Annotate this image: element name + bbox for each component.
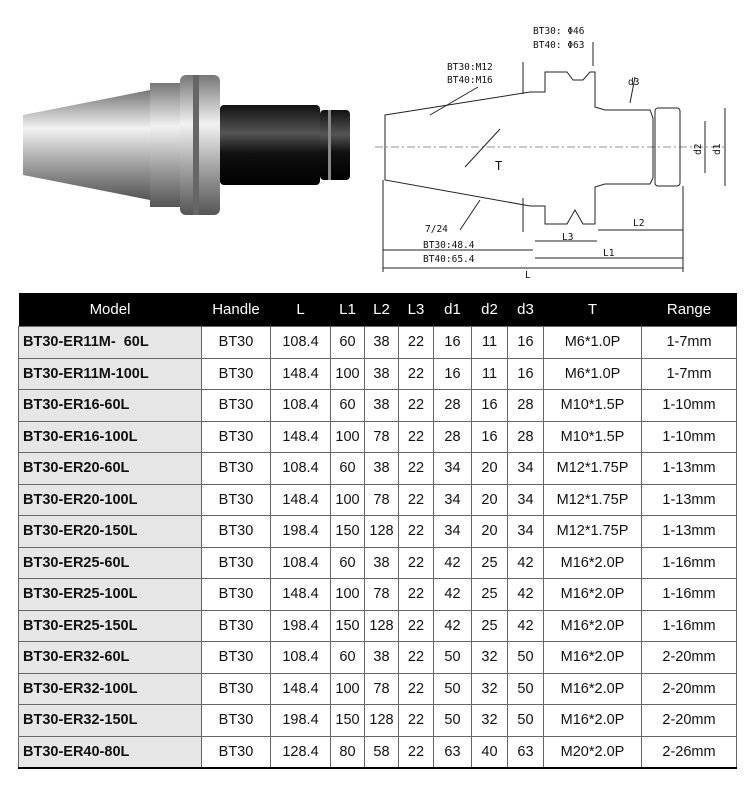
table-cell: 34 [434, 516, 472, 548]
thread-bt40: BT40:M16 [447, 75, 493, 86]
table-cell: 28 [434, 390, 472, 422]
table-row [19, 547, 737, 579]
table-cell: 1-10mm [642, 390, 737, 422]
table-cell: 198.4 [271, 516, 331, 548]
table-cell: 1-16mm [642, 547, 737, 579]
table-cell: BT30 [202, 390, 271, 422]
table-cell: BT30 [202, 579, 271, 611]
table-cell: M16*2.0P [544, 673, 642, 705]
table-cell: 108.4 [271, 327, 331, 359]
table-cell: 50 [434, 705, 472, 737]
table-cell: BT30 [202, 547, 271, 579]
table-cell: 1-7mm [642, 358, 737, 390]
table-cell: 38 [365, 547, 399, 579]
table-cell: 38 [365, 358, 399, 390]
table-cell: 150 [331, 610, 365, 642]
table-row [19, 358, 737, 390]
table-cell: 40 [472, 736, 508, 768]
table-cell: 100 [331, 579, 365, 611]
table-cell: 100 [331, 484, 365, 516]
table-cell: 42 [508, 547, 544, 579]
table-cell: 148.4 [271, 484, 331, 516]
spec-table [18, 293, 737, 769]
table-cell: 38 [365, 390, 399, 422]
model-cell: BT30-ER16-100L [19, 421, 202, 453]
model-cell: BT30-ER40-80L [19, 736, 202, 768]
column-header: d3 [508, 293, 544, 327]
model-cell: BT30-ER11M- 60L [19, 327, 202, 359]
table-cell: 22 [399, 484, 434, 516]
table-cell: M16*2.0P [544, 610, 642, 642]
table-cell: BT30 [202, 327, 271, 359]
table-cell: 60 [331, 453, 365, 485]
table-cell: 22 [399, 610, 434, 642]
table-cell: 28 [508, 390, 544, 422]
table-cell: BT30 [202, 484, 271, 516]
table-row [19, 736, 737, 768]
table-cell: 198.4 [271, 705, 331, 737]
column-header: L2 [365, 293, 399, 327]
taper-label: 7/24 [425, 224, 448, 235]
table-cell: 42 [434, 547, 472, 579]
table-cell: M12*1.75P [544, 484, 642, 516]
table-cell: M12*1.75P [544, 516, 642, 548]
table-cell: 78 [365, 673, 399, 705]
table-cell: 42 [434, 579, 472, 611]
column-header: Model [19, 293, 202, 327]
table-cell: 60 [331, 642, 365, 674]
table-cell: 1-10mm [642, 421, 737, 453]
label-L: L [525, 270, 531, 280]
model-cell: BT30-ER25-60L [19, 547, 202, 579]
table-cell: BT30 [202, 673, 271, 705]
label-L3: L3 [562, 232, 574, 243]
table-cell: 22 [399, 516, 434, 548]
table-cell: 16 [434, 358, 472, 390]
table-cell: 78 [365, 579, 399, 611]
gauge-bt30: BT30:48.4 [423, 240, 475, 251]
table-cell: 128 [365, 516, 399, 548]
table-cell: M12*1.75P [544, 453, 642, 485]
thread-bt30: BT30:M12 [447, 62, 493, 73]
table-cell: M16*2.0P [544, 705, 642, 737]
table-row [19, 453, 737, 485]
table-cell: 50 [508, 705, 544, 737]
table-cell: 22 [399, 358, 434, 390]
table-cell: 50 [434, 642, 472, 674]
column-header: L [271, 293, 331, 327]
table-cell: 148.4 [271, 673, 331, 705]
table-cell: 28 [434, 421, 472, 453]
table-cell: 22 [399, 421, 434, 453]
table-cell: 1-13mm [642, 484, 737, 516]
table-row [19, 579, 737, 611]
table-cell: 22 [399, 736, 434, 768]
model-cell: BT30-ER25-100L [19, 579, 202, 611]
gauge-bt40: BT40:65.4 [423, 254, 475, 265]
table-cell: 50 [508, 642, 544, 674]
table-cell: BT30 [202, 705, 271, 737]
table-row [19, 705, 737, 737]
table-cell: 60 [331, 327, 365, 359]
table-cell: 108.4 [271, 390, 331, 422]
label-T: T [495, 159, 503, 173]
table-cell: BT30 [202, 642, 271, 674]
table-cell: 50 [508, 673, 544, 705]
table-cell: M20*2.0P [544, 736, 642, 768]
table-cell: 22 [399, 705, 434, 737]
column-header: L1 [331, 293, 365, 327]
table-cell: 148.4 [271, 579, 331, 611]
table-cell: 108.4 [271, 453, 331, 485]
table-cell: 100 [331, 673, 365, 705]
column-header: L3 [399, 293, 434, 327]
table-cell: 80 [331, 736, 365, 768]
table-cell: 20 [472, 516, 508, 548]
table-cell: 22 [399, 453, 434, 485]
table-cell: 78 [365, 421, 399, 453]
table-cell: 22 [399, 642, 434, 674]
table-cell: 128 [365, 705, 399, 737]
table-cell: 11 [472, 327, 508, 359]
table-cell: 32 [472, 673, 508, 705]
tool-holder-photo [15, 65, 370, 225]
table-cell: 28 [508, 421, 544, 453]
column-header: T [544, 293, 642, 327]
table-cell: 22 [399, 547, 434, 579]
column-header: d2 [472, 293, 508, 327]
table-cell: 34 [508, 484, 544, 516]
table-cell: BT30 [202, 610, 271, 642]
table-cell: BT30 [202, 421, 271, 453]
table-cell: 2-20mm [642, 705, 737, 737]
table-cell: 150 [331, 705, 365, 737]
table-cell: M16*2.0P [544, 579, 642, 611]
table-cell: 38 [365, 453, 399, 485]
table-cell: M6*1.0P [544, 327, 642, 359]
table-cell: 100 [331, 358, 365, 390]
table-cell: 25 [472, 579, 508, 611]
table-row [19, 484, 737, 516]
label-d3: d3 [628, 77, 640, 88]
model-cell: BT30-ER32-150L [19, 705, 202, 737]
table-cell: 63 [508, 736, 544, 768]
model-cell: BT30-ER20-60L [19, 453, 202, 485]
table-cell: 34 [508, 453, 544, 485]
table-cell: 108.4 [271, 547, 331, 579]
table-row [19, 673, 737, 705]
table-cell: 20 [472, 484, 508, 516]
table-cell: 16 [508, 327, 544, 359]
table-cell: 63 [434, 736, 472, 768]
table-cell: BT30 [202, 736, 271, 768]
table-cell: 42 [508, 610, 544, 642]
column-header: d1 [434, 293, 472, 327]
table-cell: 1-16mm [642, 579, 737, 611]
label-L1: L1 [603, 248, 615, 259]
table-cell: 16 [508, 358, 544, 390]
table-cell: 108.4 [271, 642, 331, 674]
table-cell: 22 [399, 327, 434, 359]
table-cell: 2-26mm [642, 736, 737, 768]
table-cell: 25 [472, 610, 508, 642]
table-cell: 100 [331, 421, 365, 453]
table-cell: 34 [434, 453, 472, 485]
table-cell: BT30 [202, 516, 271, 548]
table-cell: 1-13mm [642, 453, 737, 485]
model-cell: BT30-ER20-100L [19, 484, 202, 516]
label-d2: d2 [693, 143, 704, 155]
table-cell: 38 [365, 642, 399, 674]
model-cell: BT30-ER16-60L [19, 390, 202, 422]
table-cell: 42 [434, 610, 472, 642]
table-cell: 148.4 [271, 358, 331, 390]
table-row [19, 610, 737, 642]
table-cell: M16*2.0P [544, 547, 642, 579]
model-cell: BT30-ER32-60L [19, 642, 202, 674]
table-cell: 22 [399, 579, 434, 611]
table-cell: 2-20mm [642, 642, 737, 674]
model-cell: BT30-ER20-150L [19, 516, 202, 548]
table-cell: 32 [472, 705, 508, 737]
table-cell: 60 [331, 547, 365, 579]
table-cell: 34 [434, 484, 472, 516]
table-header [19, 293, 737, 327]
model-cell: BT30-ER11M-100L [19, 358, 202, 390]
table-row [19, 421, 737, 453]
table-cell: 60 [331, 390, 365, 422]
column-header: Handle [202, 293, 271, 327]
flange-dia-bt40: BT40: Φ63 [533, 40, 585, 51]
table-cell: 20 [472, 453, 508, 485]
table-cell: 2-20mm [642, 673, 737, 705]
table-cell: 11 [472, 358, 508, 390]
table-cell: BT30 [202, 453, 271, 485]
table-cell: 22 [399, 673, 434, 705]
table-cell: 148.4 [271, 421, 331, 453]
column-header: Range [642, 293, 737, 327]
table-row [19, 390, 737, 422]
table-cell: M6*1.0P [544, 358, 642, 390]
table-cell: 128 [365, 610, 399, 642]
table-row [19, 327, 737, 359]
table-cell: 198.4 [271, 610, 331, 642]
table-cell: 16 [434, 327, 472, 359]
table-cell: 38 [365, 327, 399, 359]
table-cell: 42 [508, 579, 544, 611]
table-cell: 16 [472, 421, 508, 453]
table-cell: 1-13mm [642, 516, 737, 548]
label-L2: L2 [633, 218, 645, 229]
table-cell: 1-7mm [642, 327, 737, 359]
table-cell: 34 [508, 516, 544, 548]
label-d1: d1 [712, 143, 723, 155]
table-cell: 22 [399, 390, 434, 422]
table-cell: 1-16mm [642, 610, 737, 642]
table-cell: 150 [331, 516, 365, 548]
model-cell: BT30-ER25-150L [19, 610, 202, 642]
technical-drawing [375, 10, 745, 280]
table-cell: 25 [472, 547, 508, 579]
table-cell: BT30 [202, 358, 271, 390]
table-cell: M16*2.0P [544, 642, 642, 674]
table-cell: 50 [434, 673, 472, 705]
table-row [19, 516, 737, 548]
table-cell: 58 [365, 736, 399, 768]
model-cell: BT30-ER32-100L [19, 673, 202, 705]
flange-dia-bt30: BT30: Φ46 [533, 26, 585, 37]
table-cell: 78 [365, 484, 399, 516]
table-cell: M10*1.5P [544, 421, 642, 453]
table-cell: 128.4 [271, 736, 331, 768]
table-cell: 32 [472, 642, 508, 674]
table-cell: 16 [472, 390, 508, 422]
table-cell: M10*1.5P [544, 390, 642, 422]
table-row [19, 642, 737, 674]
